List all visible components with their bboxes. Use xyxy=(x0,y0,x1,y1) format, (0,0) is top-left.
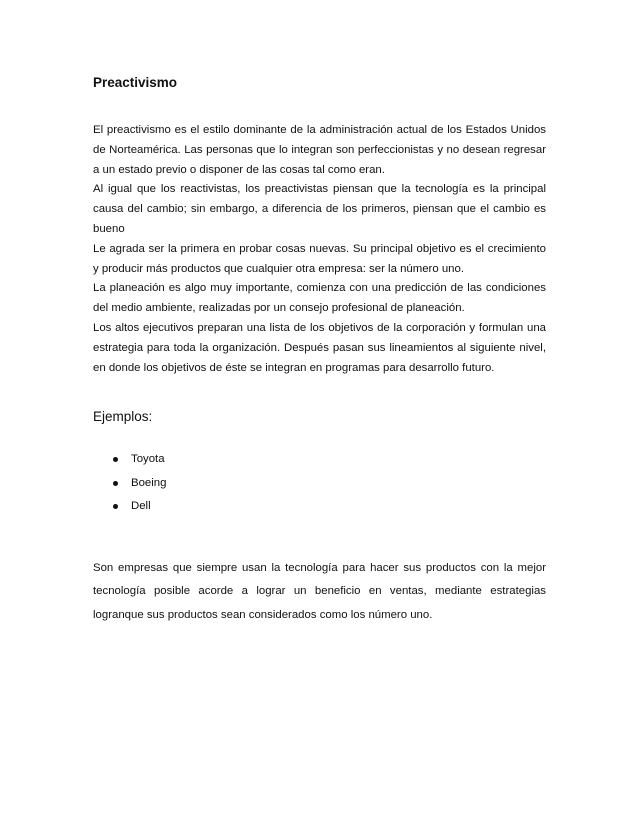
document-content xyxy=(93,73,546,639)
bullet-icon xyxy=(113,504,118,509)
bullet-icon xyxy=(113,481,118,486)
list-item xyxy=(93,495,546,519)
paragraph-planning: La planeación es algo muy importante, comienza con una predicción de las condiciones del medio ambiente, realizadas por un consejo profesional de planeación. xyxy=(93,282,546,315)
example-label: Boeing xyxy=(131,476,167,489)
bullet-icon xyxy=(113,457,118,462)
document-title: Preactivismo xyxy=(93,75,178,90)
examples-heading: Ejemplos: xyxy=(93,409,153,425)
list-item xyxy=(93,448,546,472)
paragraph-technology: Al igual que los reactivistas, los preactivistas piensan que la tecnología es la principal causa del cambio; sin embargo, a diferencia de los primeros, piensan que el cambio es bueno xyxy=(93,183,546,235)
body-paragraphs xyxy=(93,121,546,378)
paragraph-executives: Los altos ejecutivos preparan una lista de los objetivos de la corporación y formulan una estrategia para toda la organización. Después pasan sus lineamientos al siguiente nivel, en donde los objetivos de éste se integran en programas para desarrollo futuro. xyxy=(93,321,546,374)
example-label: Dell xyxy=(131,500,151,513)
examples-list xyxy=(93,448,546,519)
closing-paragraph: Son empresas que siempre usan la tecnología para hacer sus productos con la mejor tecnología posible acorde a lograr un beneficio en ventas, mediante estrategias logranque sus productos sean considerados como los número uno. xyxy=(93,561,546,621)
list-item xyxy=(93,472,546,496)
example-label: Toyota xyxy=(131,453,165,466)
paragraph-growth: Le agrada ser la primera en probar cosas nuevas. Su principal objetivo es el crecimiento y producir más productos que cualquier otra empresa: ser la número uno. xyxy=(93,242,546,275)
paragraph-intro: El preactivismo es el estilo dominante de la administración actual de los Estados Unidos de Norteamérica. Las personas que lo integran son perfeccionistas y no desean regresar a un estado previo o disponer de las cosas tal como eran. xyxy=(93,124,546,176)
